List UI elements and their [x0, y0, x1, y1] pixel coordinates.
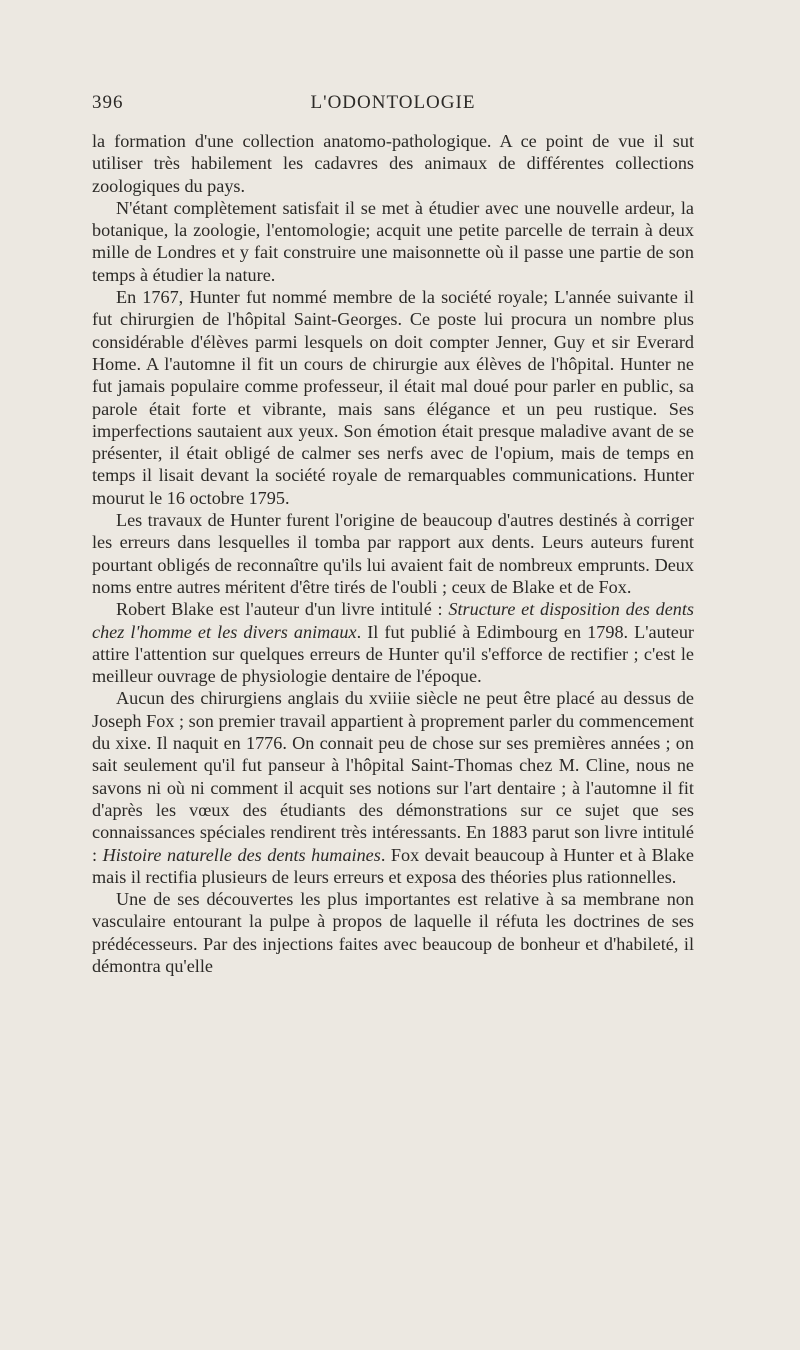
running-head [92, 92, 694, 126]
paragraph [92, 598, 694, 687]
text-segment: En 1767, Hunter fut nommé membre de la société royale; L'année suivante il fut chirurgien de l'hôpital Saint-Georges. Ce poste lui procura un nombre plus considérable d'élèves parmi lesquels on doit compter Jenner, Guy et sir Everard Home. A l'automne il fit un cours de chirurgie aux élèves de l'hôpital. Hunter ne fut jamais populaire comme professeur, il était mal doué pour parler en public, sa parole était forte et vibrante, mais sans élégance et un peu rustique. Ses imperfections sautaient aux yeux. Son émotion était presque maladive avant de se présenter, il était obligé de calmer ses nerfs avec de l'opium, mais de temps en temps il lisait devant la société royale de remarquables communications. Hunter mourut le 16 octobre 1795. [92, 287, 694, 508]
paragraph [92, 130, 694, 197]
book-title-italic: Structure et disposition des dents chez l'homme et les divers animaux [92, 599, 694, 642]
text-segment: la formation d'une collection anatomo-pathologique. A ce point de vue il sut utiliser très habilement les cadavres des animaux de différentes collections zoologiques du pays. [92, 131, 694, 196]
text-segment: Aucun des chirurgiens anglais du xviiie siècle ne peut être placé au dessus de Joseph Fox ; son premier travail appartient à proprement parler du commencement du xixe. Il naquit en 1776. On connait peu de chose sur ses premières années ; on sait seulement qu'il fut panseur à l'hôpital Saint-Thomas chez M. Cline, nous ne savons ni où ni comment il acquit ses notions sur l'art dentaire ; à l'automne il fit d'après les vœux des étudiants des démonstrations sur ce sujet que ses connaissances spéciales rendirent très intéressants. En 1883 parut son livre intitulé : [92, 688, 694, 865]
text-segment: Les travaux de Hunter furent l'origine de beaucoup d'autres destinés à corriger les erreurs dans lesquelles il tomba par rapport aux dents. Leurs auteurs furent pourtant obligés de reconnaître qu'ils lui avaient fait de nombreux emprunts. Deux noms entre autres méritent d'être tirés de l'oubli ; ceux de Blake et de Fox. [92, 510, 694, 597]
paragraph [92, 509, 694, 598]
text-segment: . Il fut publié à Edimbourg en 1798. L'auteur attire l'attention sur quelques erreurs de Hunter qu'il s'efforce de rectifier ; c'est le meilleur ouvrage de physiologie dentaire de l'époque. [92, 621, 694, 687]
page-number: 396 [92, 92, 124, 113]
paragraph [92, 197, 694, 286]
paragraph [92, 286, 694, 509]
running-title: L'ODONTOLOGIE [310, 92, 476, 113]
book-title-italic: Histoire naturelle des dents humaines [102, 844, 381, 865]
text-segment: Robert Blake est l'auteur d'un livre intitulé : [116, 599, 449, 620]
paragraph [92, 687, 694, 888]
text-segment: Une de ses découvertes les plus importantes est relative à sa membrane non vasculaire entourant la pulpe à propos de laquelle il réfuta les doctrines de ses prédécesseurs. Par des injections faites avec beaucoup de bonheur et d'habileté, il démontra qu'elle [92, 889, 694, 976]
text-segment: N'étant complètement satisfait il se met à étudier avec une nouvelle ardeur, la botanique, la zoologie, l'entomologie; acquit une petite parcelle de terrain à deux mille de Londres et y fait construire une maisonnette où il passe une partie de son temps à étudier la nature. [92, 197, 694, 285]
paragraph [92, 888, 694, 977]
body-text [92, 130, 694, 977]
text-segment: . Fox devait beaucoup à Hunter et à Blake mais il rectifia plusieurs de leurs erreurs et exposa des théories plus rationnelles. [92, 844, 695, 887]
